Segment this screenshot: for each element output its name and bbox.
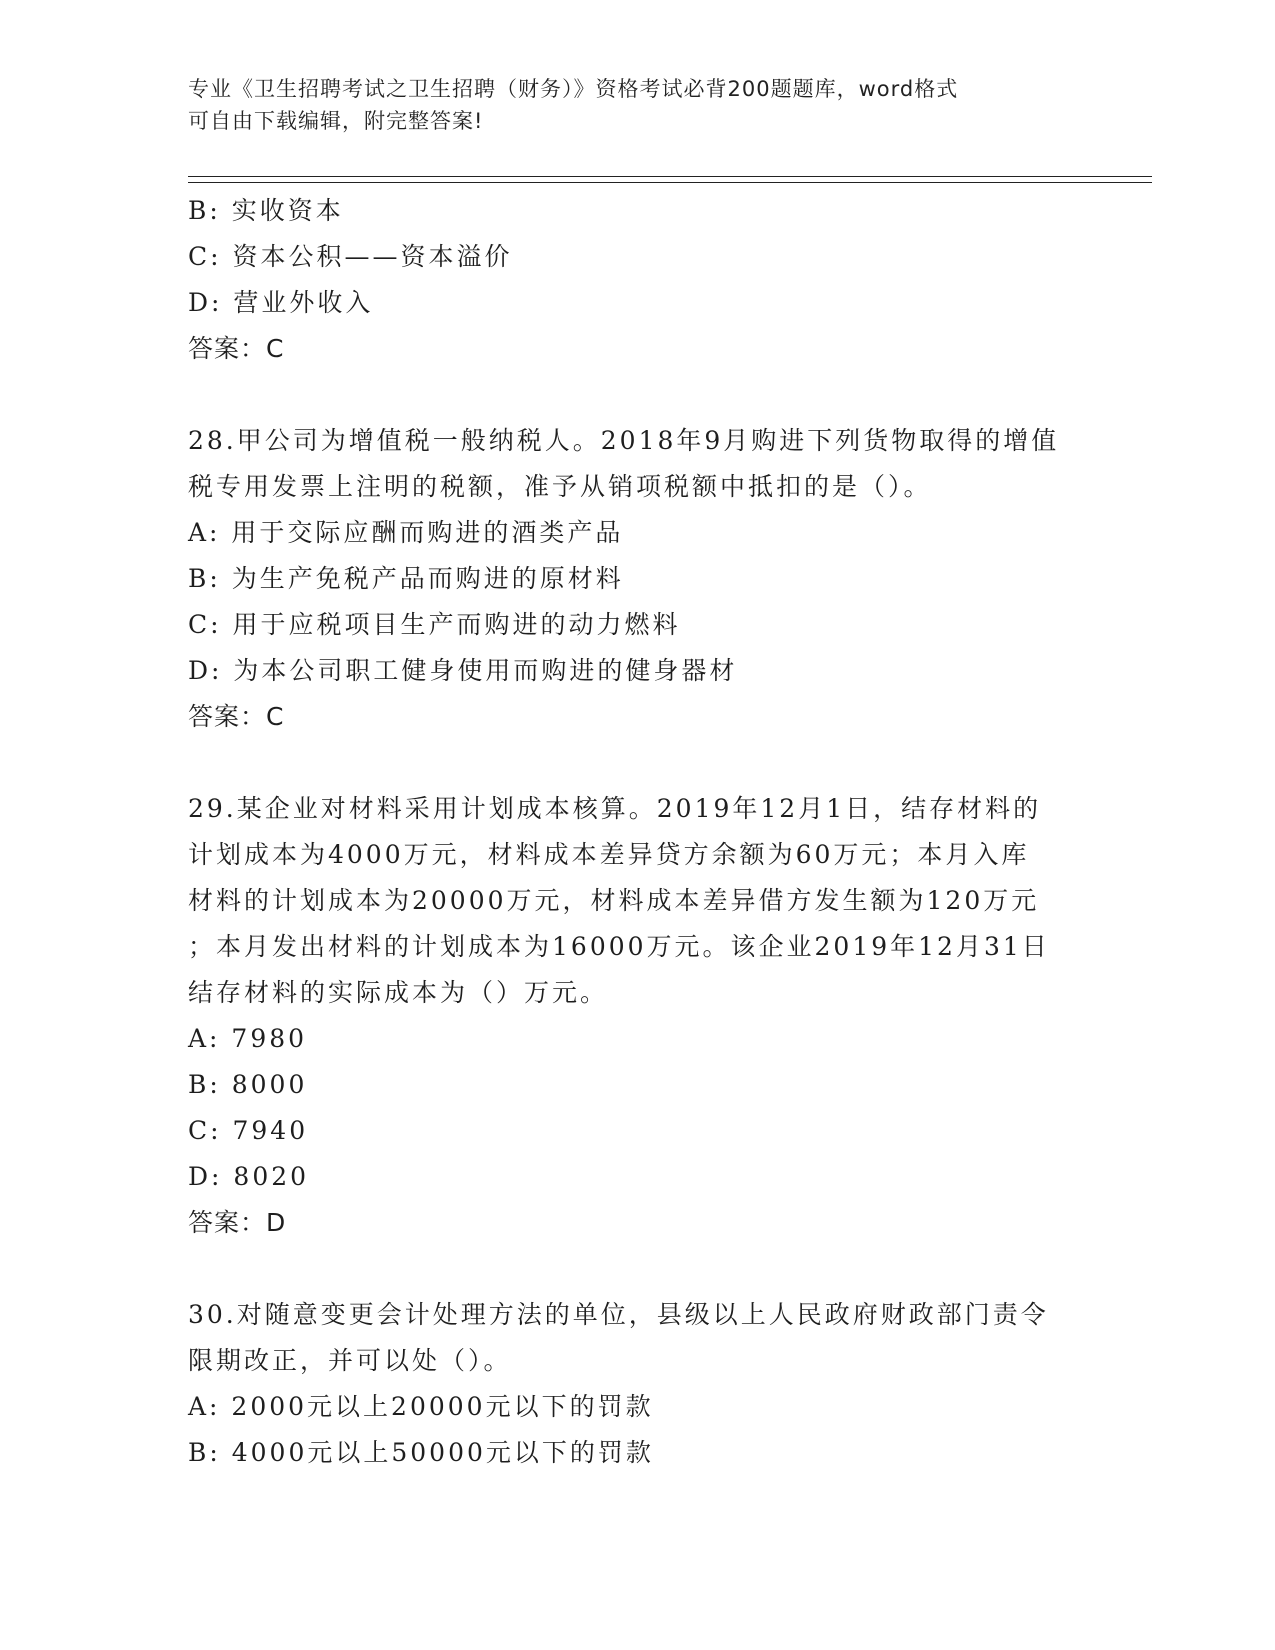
question-stem-line: 材料的计划成本为20000万元，材料成本差异借方发生额为120万元 (188, 886, 1040, 915)
answer-line: 答案：C (188, 334, 285, 363)
document-header (188, 73, 1068, 137)
option-d: D: 8020 (188, 1162, 310, 1191)
option-b: B: 4000元以上50000元以下的罚款 (188, 1438, 654, 1467)
option-a: A: 用于交际应酬而购进的酒类产品 (188, 518, 624, 547)
option-b: B: 实收资本 (188, 196, 344, 225)
question-stem-line: 结存材料的实际成本为（）万元。 (188, 978, 609, 1007)
spacer (188, 372, 1128, 418)
question-stem-line: 28.甲公司为增值税一般纳税人。2018年9月购进下列货物取得的增值 (188, 426, 1060, 455)
question-stem-line: 限期改正，并可以处（）。 (188, 1346, 512, 1375)
question-28 (188, 418, 1128, 740)
option-c: C: 资本公积——资本溢价 (188, 242, 513, 271)
header-line-1: 专业《卫生招聘考试之卫生招聘（财务）》资格考试必背200题题库，word格式 (188, 77, 959, 101)
question-stem-line: 30.对随意变更会计处理方法的单位，县级以上人民政府财政部门责令 (188, 1300, 1049, 1329)
question-stem-line: 税专用发票上注明的税额，准予从销项税额中抵扣的是（）。 (188, 472, 932, 501)
option-a: A: 7980 (188, 1024, 308, 1053)
option-c: C: 7940 (188, 1116, 309, 1145)
question-27-fragment (188, 188, 1128, 372)
question-stem-line: 29.某企业对材料采用计划成本核算。2019年12月1日，结存材料的 (188, 794, 1042, 823)
header-divider (188, 176, 1152, 183)
option-b: B: 为生产免税产品而购进的原材料 (188, 564, 624, 593)
question-stem-line: 计划成本为4000万元，材料成本差异贷方余额为60万元；本月入库 (188, 840, 1030, 869)
answer-line: 答案：C (188, 702, 285, 731)
question-stem-line: ；本月发出材料的计划成本为16000万元。该企业2019年12月31日 (188, 932, 1050, 961)
question-list (188, 188, 1128, 1476)
option-d: D: 为本公司职工健身使用而购进的健身器材 (188, 656, 738, 685)
answer-line: 答案：D (188, 1208, 287, 1237)
option-c: C: 用于应税项目生产而购进的动力燃料 (188, 610, 681, 639)
header-line-2: 可自由下载编辑，附完整答案! (188, 109, 484, 133)
spacer (188, 1246, 1128, 1292)
question-29 (188, 786, 1128, 1246)
option-a: A: 2000元以上20000元以下的罚款 (188, 1392, 654, 1421)
option-d: D: 营业外收入 (188, 288, 374, 317)
option-b: B: 8000 (188, 1070, 308, 1099)
question-30 (188, 1292, 1128, 1476)
spacer (188, 740, 1128, 786)
